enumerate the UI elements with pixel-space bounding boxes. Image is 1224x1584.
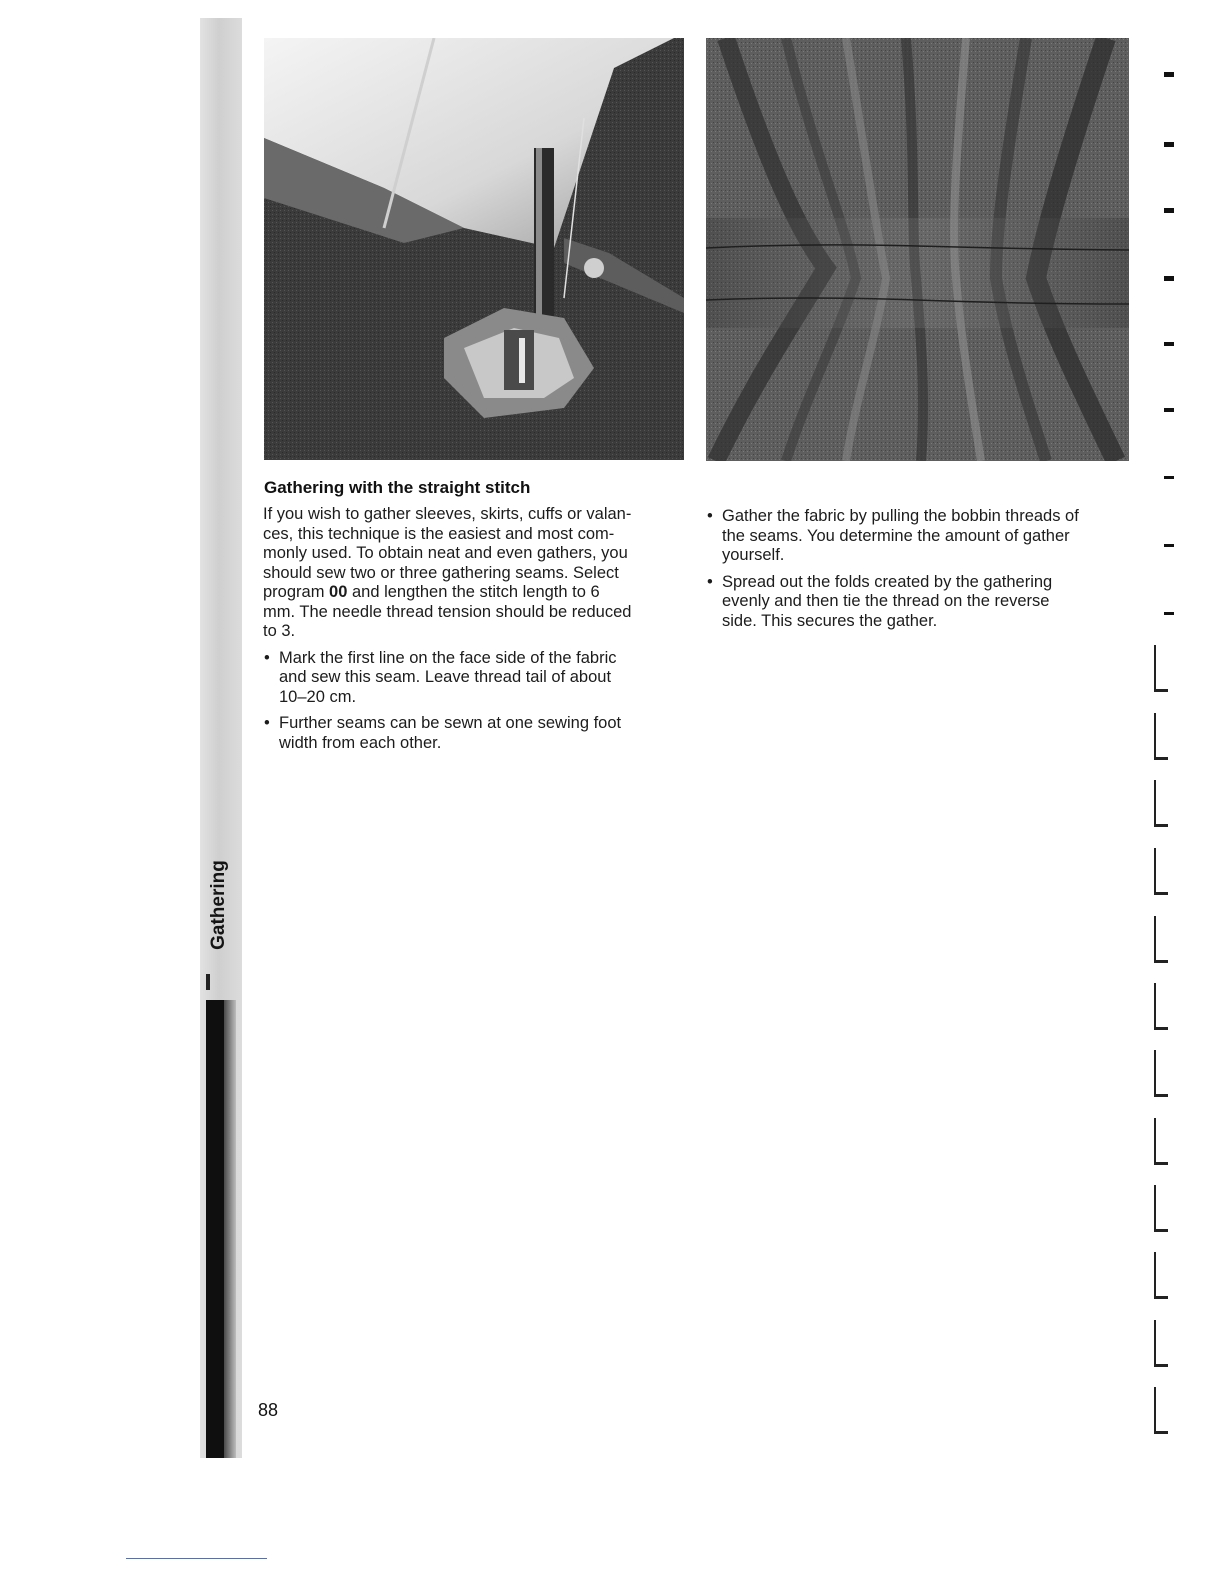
index-bracket: [1154, 916, 1168, 963]
intro-text-start: If you wish to gather sleeves, skirts, cuffs or valan- ces, this technique is the easiest and most com- monly used. To obtain neat and even gathers, you should sew two or three gathering seams. Select program: [263, 505, 632, 601]
index-bracket: [1154, 1387, 1168, 1434]
left-text-column: [263, 505, 681, 760]
sewing-machine-photo: [264, 38, 684, 460]
section-heading: Gathering with the straight stitch: [264, 478, 531, 497]
list-item: • Spread out the folds created by the gathering evenly and then tie the thread on the reverse side. This secures the gather.: [706, 573, 1130, 632]
program-code: 00: [329, 583, 348, 601]
index-mark: [1164, 408, 1174, 412]
right-text-column: [706, 507, 1130, 638]
list-item: • Mark the first line on the face side of the fabric and sew this seam. Leave thread tail of about 10–20 cm.: [263, 649, 681, 708]
index-mark: [1164, 276, 1174, 281]
gathered-fabric-photo: [706, 38, 1129, 461]
index-bracket: [1154, 1320, 1168, 1367]
index-mark: [1164, 544, 1174, 547]
section-tab-marker: [206, 974, 210, 990]
section-tab-label: Gathering: [208, 860, 229, 950]
section-tab-dark-strip: [206, 1000, 232, 1458]
index-mark: [1164, 342, 1174, 346]
index-bracket: [1154, 1185, 1168, 1232]
index-bracket: [1154, 713, 1168, 760]
list-item: • Further seams can be sewn at one sewing foot width from each other.: [263, 714, 681, 753]
index-bracket: [1154, 1252, 1168, 1299]
index-mark: [1164, 142, 1174, 147]
index-bracket: [1154, 1050, 1168, 1097]
index-bracket: [1154, 780, 1168, 827]
footer-rule: [126, 1558, 267, 1559]
index-bracket: [1154, 1118, 1168, 1165]
thumb-index-marks: [1150, 30, 1190, 1450]
index-mark: [1164, 612, 1174, 615]
intro-paragraph: [263, 505, 681, 642]
intro-text-end: and lengthen the stitch length to 6 mm. The needle thread tension should be reduced to 3.: [263, 583, 632, 640]
left-bullet-list: [263, 649, 681, 754]
index-mark: [1164, 72, 1174, 77]
index-bracket: [1154, 848, 1168, 895]
index-bracket: [1154, 983, 1168, 1030]
index-bracket: [1154, 645, 1168, 692]
index-mark: [1164, 476, 1174, 479]
list-item: • Gather the fabric by pulling the bobbin threads of the seams. You determine the amount of gather yourself.: [706, 507, 1130, 566]
index-mark: [1164, 208, 1174, 213]
page-number: 88: [258, 1400, 279, 1420]
right-bullet-list: [706, 507, 1130, 631]
